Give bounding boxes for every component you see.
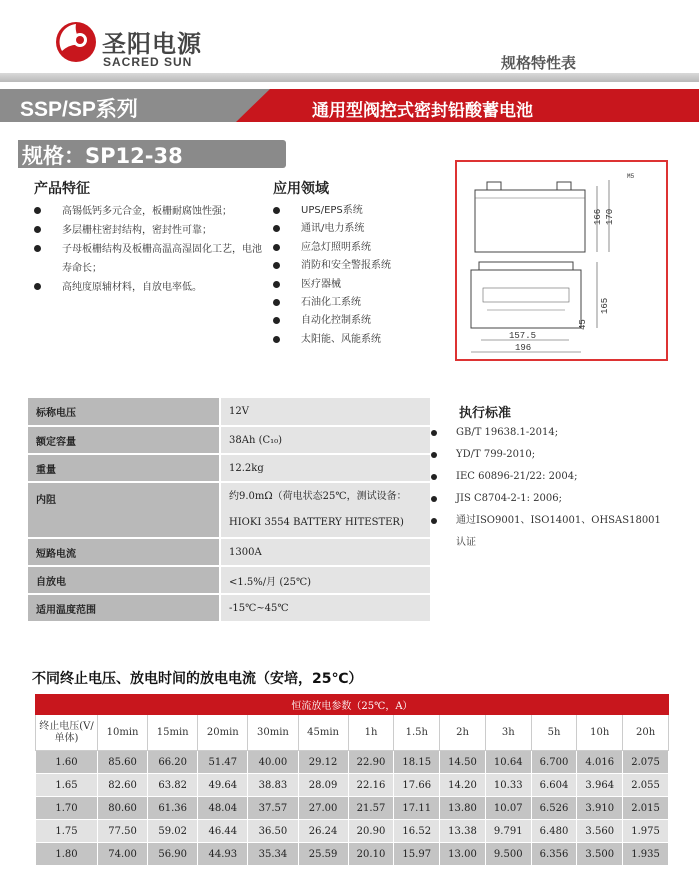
current-cell: 17.66 — [394, 774, 440, 797]
spec-value: 1300A — [220, 538, 430, 566]
spec-value: 38Ah (C₁₀) — [220, 426, 430, 454]
table-row — [36, 774, 669, 797]
spec-key: 适用温度范围 — [28, 594, 220, 622]
application-item: 通讯/电力系统 — [273, 220, 443, 238]
standard-item: 通过ISO9001、ISO14001、OHSAS18001认证 — [431, 510, 667, 554]
dim-196: 196 — [515, 343, 532, 353]
feature-item: 高纯度原辅材料，自放电率低。 — [34, 278, 262, 297]
standard-item: JIS C8704-2-1: 2006; — [431, 488, 667, 510]
current-cell: 9.791 — [485, 820, 531, 843]
specifications-table — [28, 398, 430, 623]
spec-row — [28, 454, 430, 482]
spec-key: 短路电流 — [28, 538, 220, 566]
current-cell: 82.60 — [98, 774, 148, 797]
current-cell: 36.50 — [248, 820, 298, 843]
feature-item: 高锡低钙多元合金，板栅耐腐蚀性强； — [34, 202, 262, 221]
current-cell: 13.00 — [440, 843, 486, 866]
discharge-title: 不同终止电压、放电时间的放电电流（安培，25℃） — [32, 671, 363, 687]
current-cell: 26.24 — [298, 820, 348, 843]
spec-key: 重量 — [28, 454, 220, 482]
feature-item: 子母板栅结构及板栅高温高湿固化工艺，电池寿命长； — [34, 240, 262, 278]
spec-row — [28, 398, 430, 426]
application-item: 医疗器械 — [273, 276, 443, 294]
current-cell: 4.016 — [577, 751, 623, 774]
current-cell: 15.97 — [394, 843, 440, 866]
current-cell: 20.90 — [348, 820, 394, 843]
spec-value: <1.5%/月 (25℃) — [220, 566, 430, 594]
current-cell: 6.526 — [531, 797, 577, 820]
application-item: 自动化控制系统 — [273, 312, 443, 330]
current-cell: 6.356 — [531, 843, 577, 866]
current-cell: 3.500 — [577, 843, 623, 866]
current-cell: 13.80 — [440, 797, 486, 820]
current-cell: 20.10 — [348, 843, 394, 866]
discharge-header-row — [36, 715, 669, 751]
current-cell: 59.02 — [148, 820, 198, 843]
time-header: 10min — [98, 715, 148, 751]
time-header: 20min — [198, 715, 248, 751]
spec-row — [28, 482, 430, 538]
product-subtitle: 通用型阀控式密封铅酸蓄电池 — [312, 101, 533, 121]
spec-value: -15℃~45℃ — [220, 594, 430, 622]
standard-item: IEC 60896-21/22: 2004; — [431, 466, 667, 488]
time-header: 1.5h — [394, 715, 440, 751]
time-header: 20h — [623, 715, 669, 751]
current-cell: 22.90 — [348, 751, 394, 774]
current-cell: 14.20 — [440, 774, 486, 797]
current-cell: 85.60 — [98, 751, 148, 774]
current-cell: 1.935 — [623, 843, 669, 866]
current-cell: 48.04 — [198, 797, 248, 820]
current-cell: 77.50 — [98, 820, 148, 843]
standards-title: 执行标准 — [459, 406, 512, 421]
time-header: 15min — [148, 715, 198, 751]
current-cell: 6.604 — [531, 774, 577, 797]
current-cell: 3.910 — [577, 797, 623, 820]
standard-item: YD/T 799-2010; — [431, 444, 667, 466]
spec-key: 自放电 — [28, 566, 220, 594]
current-cell: 46.44 — [198, 820, 248, 843]
current-cell: 27.00 — [298, 797, 348, 820]
current-cell: 6.700 — [531, 751, 577, 774]
applications-title: 应用领域 — [273, 181, 329, 197]
model-title: 规格：SP12-38 — [22, 144, 183, 168]
current-cell: 80.60 — [98, 797, 148, 820]
dim-157-5: 157.5 — [509, 331, 537, 341]
current-cell: 44.93 — [198, 843, 248, 866]
current-cell: 2.075 — [623, 751, 669, 774]
brand-name-en: SACRED SUN — [103, 55, 193, 69]
current-cell: 18.15 — [394, 751, 440, 774]
table-row — [36, 797, 669, 820]
spec-value: 12.2kg — [220, 454, 430, 482]
header-divider — [0, 73, 699, 82]
spec-row — [28, 594, 430, 622]
features-title: 产品特征 — [34, 181, 90, 197]
current-cell: 17.11 — [394, 797, 440, 820]
current-cell: 10.33 — [485, 774, 531, 797]
current-cell: 2.015 — [623, 797, 669, 820]
current-cell: 16.52 — [394, 820, 440, 843]
current-cell: 3.560 — [577, 820, 623, 843]
current-cell: 10.07 — [485, 797, 531, 820]
current-cell: 61.36 — [148, 797, 198, 820]
spec-key: 额定容量 — [28, 426, 220, 454]
standards-list — [431, 422, 667, 554]
current-cell: 38.83 — [248, 774, 298, 797]
application-item: UPS/EPS系统 — [273, 202, 443, 220]
current-cell: 1.975 — [623, 820, 669, 843]
current-cell: 49.64 — [198, 774, 248, 797]
dim-165: 165 — [600, 297, 610, 314]
table-row — [36, 820, 669, 843]
dim-45: 45 — [578, 319, 588, 330]
end-voltage-cell: 1.65 — [36, 774, 98, 797]
time-header: 45min — [298, 715, 348, 751]
series-title: SSP/SP系列 — [20, 98, 138, 121]
end-voltage-cell: 1.75 — [36, 820, 98, 843]
spec-value: HIOKI 3554 BATTERY HITESTER) — [229, 517, 404, 528]
spec-row — [28, 566, 430, 594]
page-header — [0, 0, 699, 86]
table-row — [36, 751, 669, 774]
application-item: 应急灯照明系统 — [273, 239, 443, 257]
end-voltage-cell: 1.70 — [36, 797, 98, 820]
current-cell: 9.500 — [485, 843, 531, 866]
spec-key: 标称电压 — [28, 398, 220, 426]
current-cell: 6.480 — [531, 820, 577, 843]
current-cell: 63.82 — [148, 774, 198, 797]
current-cell: 10.64 — [485, 751, 531, 774]
current-cell: 25.59 — [298, 843, 348, 866]
sacred-sun-logo — [54, 20, 98, 64]
time-header: 2h — [440, 715, 486, 751]
spec-row — [28, 426, 430, 454]
application-item: 石油化工系统 — [273, 294, 443, 312]
current-cell: 21.57 — [348, 797, 394, 820]
spec-key: 内阻 — [28, 482, 220, 538]
current-cell: 35.34 — [248, 843, 298, 866]
document-type: 规格特性表 — [501, 54, 577, 72]
spec-value: 约9.0mΩ（荷电状态25℃，测试设备： — [229, 491, 407, 502]
terminal-label: M5 — [627, 173, 635, 180]
time-header: 30min — [248, 715, 298, 751]
current-cell: 40.00 — [248, 751, 298, 774]
current-cell: 37.57 — [248, 797, 298, 820]
applications-list — [273, 202, 443, 349]
current-cell: 51.47 — [198, 751, 248, 774]
current-cell: 74.00 — [98, 843, 148, 866]
dim-166: 166 — [593, 208, 603, 225]
current-cell: 29.12 — [298, 751, 348, 774]
table-row — [36, 843, 669, 866]
application-item: 太阳能、风能系统 — [273, 331, 443, 349]
end-voltage-cell: 1.60 — [36, 751, 98, 774]
brand-name-cn: 圣阳电源 — [102, 30, 202, 58]
current-cell: 22.16 — [348, 774, 394, 797]
current-cell: 14.50 — [440, 751, 486, 774]
features-list — [34, 202, 262, 297]
current-cell: 2.055 — [623, 774, 669, 797]
spec-value-multiline — [220, 482, 430, 538]
end-voltage-cell: 1.80 — [36, 843, 98, 866]
time-header: 1h — [348, 715, 394, 751]
current-cell: 28.09 — [298, 774, 348, 797]
discharge-caption: 恒流放电参数（25℃，A） — [36, 695, 669, 715]
current-cell: 3.964 — [577, 774, 623, 797]
standard-item: GB/T 19638.1-2014; — [431, 422, 667, 444]
time-header: 3h — [485, 715, 531, 751]
corner-header: 终止电压(V/单体) — [36, 715, 98, 751]
current-cell: 13.38 — [440, 820, 486, 843]
dimension-drawing — [455, 160, 668, 361]
time-header: 5h — [531, 715, 577, 751]
discharge-body — [36, 751, 669, 866]
dim-170: 170 — [605, 208, 615, 225]
feature-item: 多层栅柱密封结构，密封性可靠； — [34, 221, 262, 240]
time-header: 10h — [577, 715, 623, 751]
current-cell: 66.20 — [148, 751, 198, 774]
spec-value: 12V — [220, 398, 430, 426]
current-cell: 56.90 — [148, 843, 198, 866]
application-item: 消防和安全警报系统 — [273, 257, 443, 275]
spec-row — [28, 538, 430, 566]
discharge-table — [35, 694, 669, 866]
